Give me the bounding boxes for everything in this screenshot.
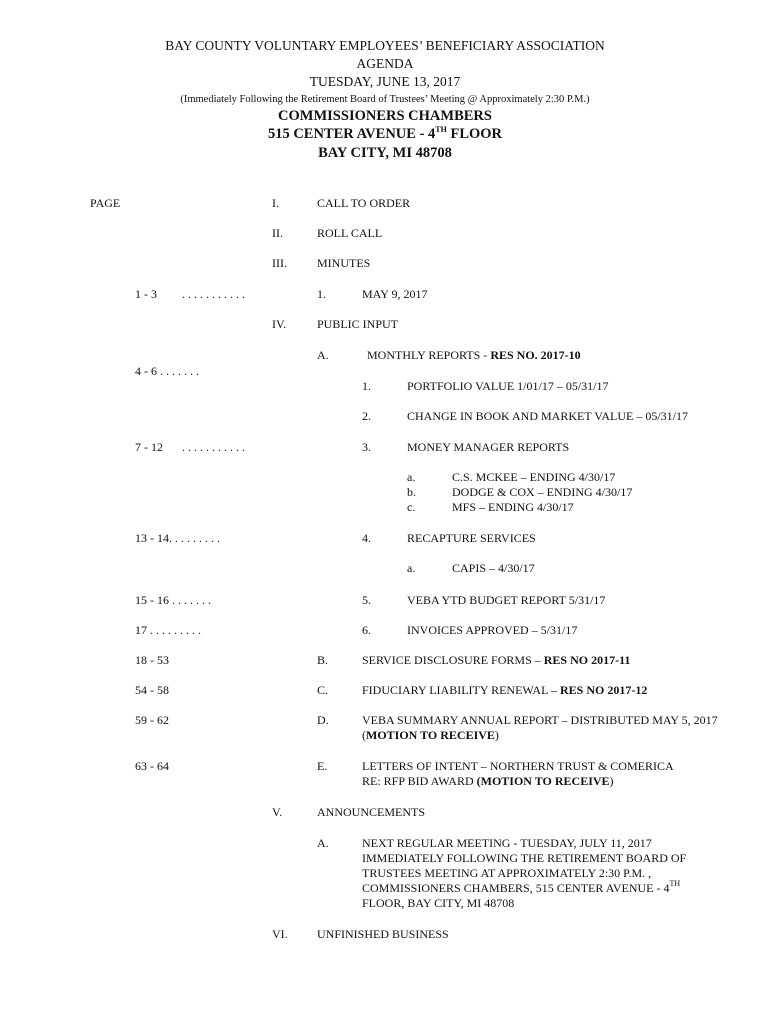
meeting-date: TUESDAY, JUNE 13, 2017: [309, 74, 461, 89]
floor-sup: TH: [669, 879, 681, 888]
page-ref: 59 - 62: [135, 713, 169, 727]
sub-letter: a.: [407, 470, 416, 484]
item-letter: A.: [317, 836, 329, 850]
meeting-address: [0, 126, 770, 143]
meeting-location: COMMISSIONERS CHAMBERS: [278, 108, 492, 124]
sub-letter: b.: [407, 485, 416, 499]
resolution-number: RES NO. 2017-10: [490, 348, 581, 362]
item-number: 6.: [362, 623, 371, 637]
money-manager-reports: MONEY MANAGER REPORTS: [407, 440, 570, 454]
next-meeting-line4: [362, 881, 680, 896]
section-number: IV.: [272, 317, 287, 331]
page-ref: 18 - 53: [135, 653, 169, 667]
recapture-services: RECAPTURE SERVICES: [407, 531, 536, 545]
section-roll-call: ROLL CALL: [317, 226, 383, 240]
motion-label: MOTION TO RECEIVE: [366, 728, 495, 742]
service-disclosure: [362, 653, 630, 668]
page-label: PAGE: [90, 196, 121, 210]
address-sup: TH: [435, 125, 447, 134]
section-call-to-order: CALL TO ORDER: [317, 196, 411, 210]
address-suffix: FLOOR: [446, 126, 503, 142]
monthly-reports-text: MONTHLY REPORTS -: [367, 348, 491, 362]
invoices-approved: INVOICES APPROVED – 5/31/17: [407, 623, 578, 637]
page-ref: 4 - 6 . . . . . . .: [135, 364, 199, 378]
page-ref-dots: . . . . . . . . . . .: [182, 287, 245, 301]
meeting-city: BAY CITY, MI 48708: [318, 145, 452, 161]
next-meeting-line5: FLOOR, BAY CITY, MI 48708: [362, 896, 515, 910]
agenda-title: AGENDA: [356, 56, 414, 71]
book-market-value: CHANGE IN BOOK AND MARKET VALUE – 05/31/17: [407, 409, 689, 423]
section-minutes: MINUTES: [317, 256, 371, 270]
report-cs-mckee: C.S. MCKEE – ENDING 4/30/17: [452, 470, 616, 484]
page-ref-dots: . . . . . . . . . . .: [182, 440, 245, 454]
budget-report: VEBA YTD BUDGET REPORT 5/31/17: [407, 593, 606, 607]
section-number: V.: [272, 805, 283, 819]
motion-label: (MOTION TO RECEIVE: [476, 774, 610, 788]
sub-letter: a.: [407, 561, 416, 575]
item-number: 1.: [317, 287, 326, 301]
service-disclosure-text: SERVICE DISCLOSURE FORMS –: [362, 653, 544, 667]
page-ref: 13 - 14. . . . . . . . .: [135, 531, 220, 545]
item-letter: C.: [317, 683, 329, 697]
section-public-input: PUBLIC INPUT: [317, 317, 399, 331]
section-number: II.: [272, 226, 283, 240]
item-number: 4.: [362, 531, 371, 545]
resolution-number: RES NO 2017-11: [543, 653, 631, 667]
address-prefix: 515 CENTER AVENUE - 4: [267, 126, 436, 142]
section-announcements: ANNOUNCEMENTS: [317, 805, 425, 819]
portfolio-value: PORTFOLIO VALUE 1/01/17 – 05/31/17: [407, 379, 609, 393]
item-number: 5.: [362, 593, 371, 607]
fiduciary-liability: [362, 683, 647, 698]
summary-annual-report: [362, 713, 722, 743]
page-ref: 7 - 12: [135, 440, 163, 454]
page-ref: 63 - 64: [135, 759, 169, 773]
monthly-reports: [367, 348, 581, 363]
item-letter: B.: [317, 653, 329, 667]
page-ref: 1 - 3: [135, 287, 157, 301]
letters-of-intent: LETTERS OF INTENT – NORTHERN TRUST & COMERICA: [362, 759, 674, 773]
next-meeting-line2: IMMEDIATELY FOLLOWING THE RETIREMENT BOARD OF: [362, 851, 687, 865]
next-meeting-line4-text: COMMISSIONERS CHAMBERS, 515 CENTER AVENUE - 4: [362, 881, 670, 895]
item-number: 1.: [362, 379, 371, 393]
org-title: BAY COUNTY VOLUNTARY EMPLOYEES’ BENEFICIARY ASSOCIATION: [165, 38, 605, 53]
section-number: VI.: [272, 927, 288, 941]
next-meeting-line3: TRUSTEES MEETING AT APPROXIMATELY 2:30 P.M. ,: [362, 866, 652, 880]
sub-letter: c.: [407, 500, 416, 514]
meeting-note: (Immediately Following the Retirement Board of Trustees’ Meeting @ Approximately 2:30 P.M.): [180, 94, 590, 105]
resolution-number: RES NO 2017-12: [559, 683, 648, 697]
item-number: 3.: [362, 440, 371, 454]
item-letter: E.: [317, 759, 328, 773]
report-dodge-cox: DODGE & COX – ENDING 4/30/17: [452, 485, 633, 499]
item-letter: A.: [317, 348, 329, 362]
section-number: I.: [272, 196, 279, 210]
closing-paren: ): [609, 774, 614, 788]
page-ref: 15 - 16 . . . . . . .: [135, 593, 211, 607]
rfp-bid-award: [362, 774, 614, 789]
minutes-date: MAY 9, 2017: [362, 287, 428, 301]
section-number: III.: [272, 256, 287, 270]
page-ref: 54 - 58: [135, 683, 169, 697]
item-number: 2.: [362, 409, 371, 423]
item-letter: D.: [317, 713, 329, 727]
next-meeting-line1: NEXT REGULAR MEETING - TUESDAY, JULY 11, 2017: [362, 836, 652, 850]
report-mfs: MFS – ENDING 4/30/17: [452, 500, 574, 514]
fiduciary-liability-text: FIDUCIARY LIABILITY RENEWAL –: [362, 683, 560, 697]
rfp-bid-award-text: RE: RFP BID AWARD: [362, 774, 477, 788]
summary-annual-report-text: VEBA SUMMARY ANNUAL REPORT – DISTRIBUTED MAY 5, 2017 (: [362, 713, 718, 742]
capis: CAPIS – 4/30/17: [452, 561, 535, 575]
closing-paren: ): [494, 728, 499, 742]
page-ref: 17 . . . . . . . . .: [135, 623, 201, 637]
section-unfinished-business: UNFINISHED BUSINESS: [317, 927, 449, 941]
